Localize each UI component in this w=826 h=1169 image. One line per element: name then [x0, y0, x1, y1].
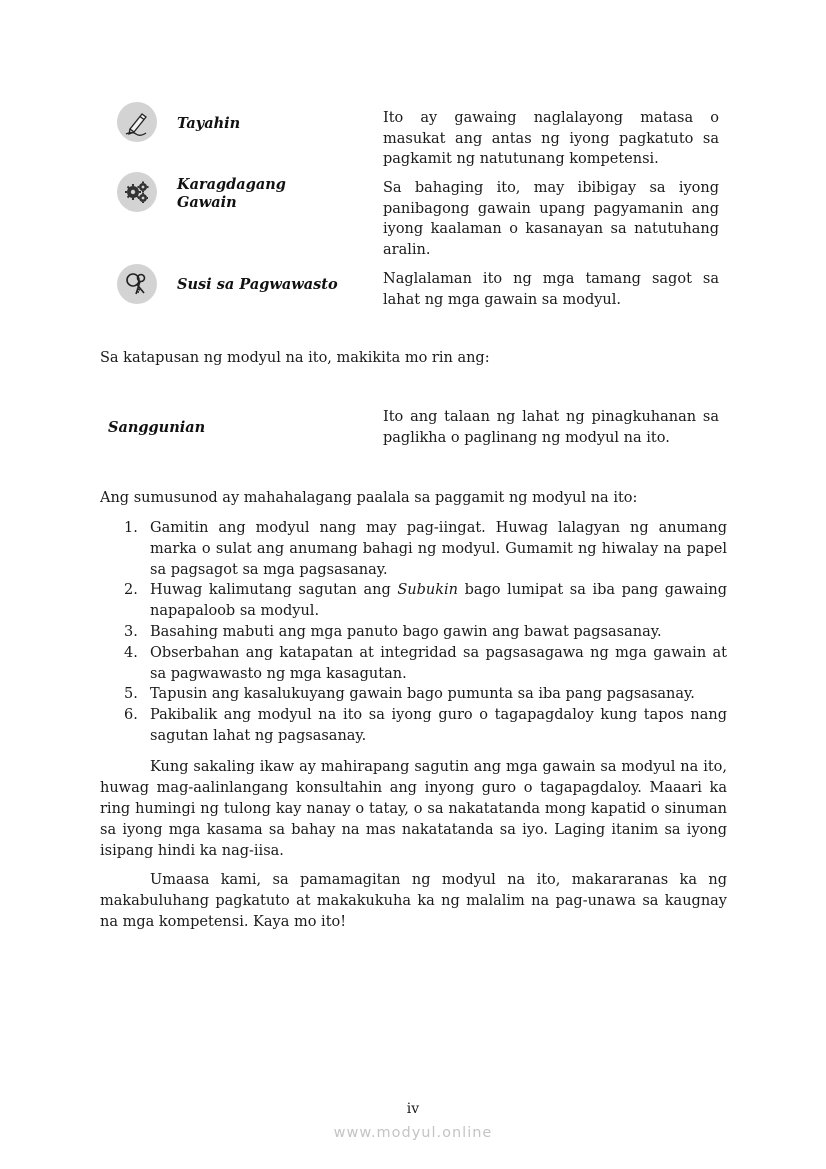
pencil-icon	[117, 102, 157, 142]
section-desc-karagdagang-gawain: Sa bahaging ito, may ibibigay sa iyong panibagong gawain upang pagyamanin ang iyong kaalaman o kasanayan sa natutuhang aralin.	[383, 180, 719, 258]
section-label-tayahin: Tayahin	[177, 115, 241, 132]
watermark: www.modyul.online	[333, 1125, 493, 1141]
section-desc-tayahin: Ito ay gawaing naglalayong matasa o masukat ang antas ng iyong pagkatuto sa pagkamit ng natutunang kompetensi.	[383, 110, 719, 167]
list-item: 1. Gamitin ang modyul nang may pag-iingat. Huwag lalagyan ng anumang marka o sulat ang anumang bahagi ng modyul. Gumamit ng hiwalay na papel sa pagsagot sa mga pagsasanay.	[124, 520, 727, 578]
section-desc-susi-sa-pagwawasto: Naglalaman ito ng mga tamang sagot sa lahat ng mga gawain sa modyul.	[383, 271, 719, 308]
end-intro-text: Sa katapusan ng modyul na ito, makikita mo rin ang:	[100, 350, 490, 366]
reminders-list	[100, 518, 727, 747]
reminders-intro-text: Ang sumusunod ay mahahalagang paalala sa paggamit ng modyul na ito:	[100, 490, 638, 506]
list-item: 6. Pakibalik ang modyul na ito sa iyong guro o tagapagdaloy kung tapos nang sagutan lahat ng pagsasanay.	[124, 707, 727, 744]
gears-icon	[117, 172, 157, 212]
help-paragraph: Kung sakaling ikaw ay mahirapang sagutin ang mga gawain sa modyul na ito, huwag mag-aalinlangang konsultahin ang inyong guro o tagapagdaloy. Maaari ka ring humingi ng tulong kay nanay o tatay, o sa nakatatanda mong kapatid o sinuman sa iyong mga kasama sa bahay na mas nakatatanda sa iyo. Laging itanim sa iyong isipang hindi ka nag-iisa.	[100, 759, 727, 859]
list-item: 5. Tapusin ang kasalukuyang gawain bago pumunta sa iba pang pagsasanay.	[124, 686, 695, 703]
emphasized-term: Subukin	[397, 582, 458, 599]
list-item: 2. Huwag kalimutang sagutan ang Subukin bago lumipat sa iba pang gawaing napapaloob sa modyul.	[124, 582, 727, 620]
section-label-susi-sa-pagwawasto: Susi sa Pagwawasto	[177, 276, 338, 293]
list-item: 4. Obserbahan ang katapatan at integridad sa pagsasagawa ng mga gawain at sa pagwawasto ng mga kasagutan.	[124, 644, 727, 682]
page-number: iv	[406, 1101, 420, 1117]
section-label-sanggunian: Sanggunian	[108, 419, 206, 436]
list-item: 3. Basahing mabuti ang mga panuto bago gawin ang bawat pagsasanay.	[124, 623, 662, 640]
magnifier-key-icon	[117, 264, 157, 304]
closing-paragraph: Umaasa kami, sa pamamagitan ng modyul na ito, makararanas ka ng makabuluhang pagkatuto at makakukuha ka ng malalim na pag-unawa sa kaugnay na mga kompetensi. Kaya mo ito!	[100, 872, 727, 930]
section-desc-sanggunian: Ito ang talaan ng lahat ng pinagkuhanan sa paglikha o paglinang ng modyul na ito.	[383, 409, 719, 446]
section-label-karagdagang-gawain: Karagdagang Gawain	[177, 176, 286, 211]
